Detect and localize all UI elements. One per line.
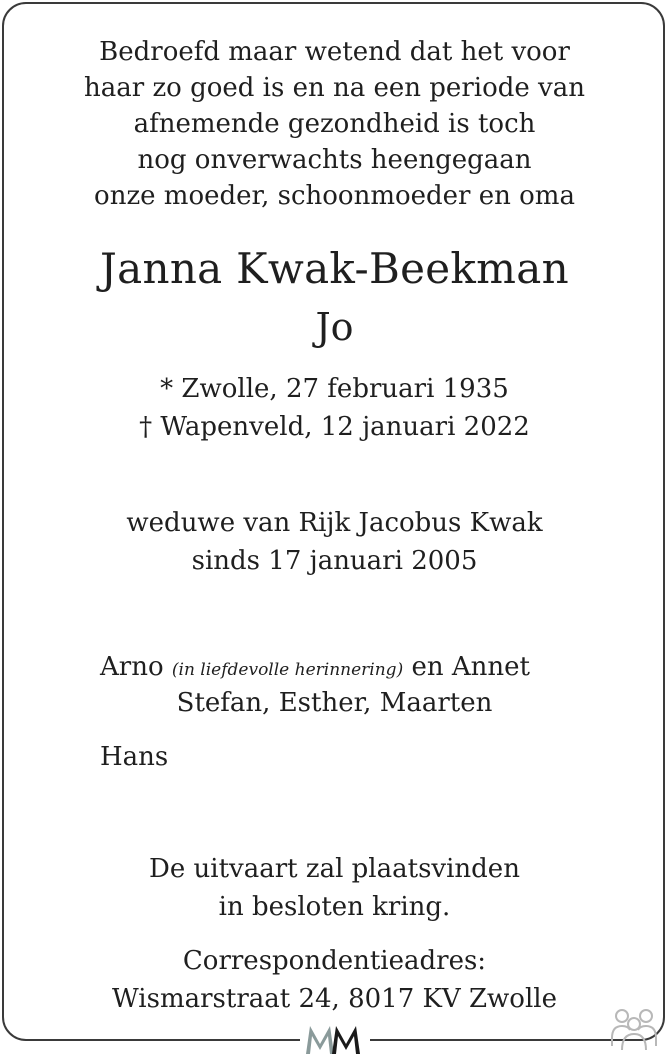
intro-text xyxy=(0,34,669,214)
correspondence-address xyxy=(0,942,669,1018)
life-dates xyxy=(0,370,669,446)
people-group-icon xyxy=(608,1004,660,1052)
family-line-hans: Hans xyxy=(100,742,169,772)
intro-line: onze moeder, schoonmoeder en oma xyxy=(94,181,575,211)
death-date: † Wapenveld, 12 januari 2022 xyxy=(139,412,530,442)
intro-line: haar zo goed is en na een periode van xyxy=(84,73,585,103)
funeral-text xyxy=(0,850,669,926)
mm-logo-mark xyxy=(302,1022,368,1056)
deceased-nickname: Jo xyxy=(315,305,354,349)
address-value: Wismarstraat 24, 8017 KV Zwolle xyxy=(112,984,557,1014)
address-label: Correspondentieadres: xyxy=(182,946,487,976)
widow-text xyxy=(0,504,669,580)
intro-line: nog onverwachts heengegaan xyxy=(137,145,532,175)
birth-date: * Zwolle, 27 februari 1935 xyxy=(160,374,509,404)
funeral-line: De uitvaart zal plaatsvinden xyxy=(149,854,520,884)
family-line-arno xyxy=(100,652,530,682)
mm-logo xyxy=(300,1020,370,1056)
family-note: (in liefdevolle herinnering) xyxy=(171,660,404,680)
widow-line: weduwe van Rijk Jacobus Kwak xyxy=(126,508,543,538)
intro-line: afnemende gezondheid is toch xyxy=(133,109,536,139)
deceased-name: Janna Kwak-Beekman xyxy=(100,244,569,293)
funeral-line: in besloten kring. xyxy=(218,892,451,922)
widow-line: sinds 17 januari 2005 xyxy=(191,546,478,576)
family-name-annet: en Annet xyxy=(411,652,530,682)
family-line-children: Stefan, Esther, Maarten xyxy=(176,688,493,718)
intro-line: Bedroefd maar wetend dat het voor xyxy=(99,37,570,67)
family-name-arno: Arno xyxy=(100,652,164,682)
